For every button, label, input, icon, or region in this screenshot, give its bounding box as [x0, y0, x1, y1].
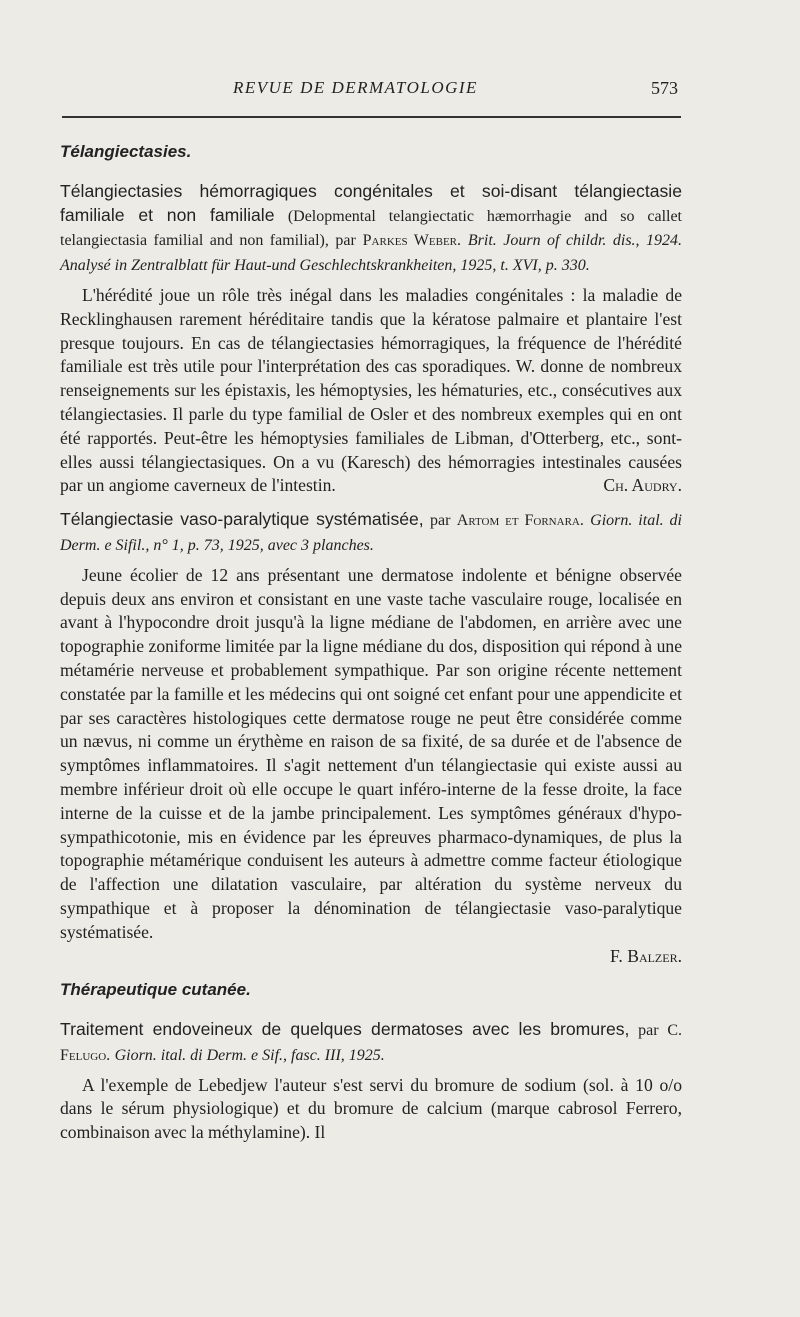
review-entry	[60, 1018, 682, 1145]
page-content	[60, 140, 682, 1155]
review-entry	[60, 180, 682, 498]
entry-reference: par	[638, 1022, 659, 1040]
entry-title: Télangiectasies hémorragiques congénitales et soi-disant télangiectasie familiale et non familiale	[60, 180, 682, 225]
header-rule	[62, 116, 681, 118]
entry-reference: (Delopmental telangiectatic hæmorrhagie and so callet telangiectasia familial and non familial), par	[60, 207, 683, 250]
entry-author: C. Felugo.	[60, 1022, 683, 1064]
entry-author: Artom et Fornara.	[456, 512, 584, 530]
page-number: 573	[651, 78, 678, 98]
running-head	[0, 78, 800, 102]
journal-title: REVUE DE DERMATOLOGIE	[233, 78, 478, 97]
entry-body: L'hérédité joue un rôle très inégal dans les maladies congénitales : la maladie de Recklinghausen rarement héréditaire tandis que la kératose palmaire et plantaire l'est presque toujours. En cas de télangiectasies hémorragiques, la fréquence de l'hérédité familiale est très utile pour l'interprétation des cas sporadiques. W. donne de nombreux renseignements sur les épistaxis, les hémoptysies, les hématuries, etc., consécutives aux télangiectasies. Il parle du type familial de Osler et des nombreux exemples qui en ont été rapportés. Peut-être les hémoptysies familiales de Libman, d'Otterberg, etc., sont-elles aussi télangiectasiques. On a vu (Karesch) des hémorragies intestinales causées par un angiome caverneux de l'intestin.	[60, 284, 682, 496]
entry-signature: Ch. Audry.	[603, 475, 682, 496]
section-heading-telangiectasies: Télangiectasies.	[60, 142, 192, 161]
entry-body: Jeune écolier de 12 ans présentant une dermatose indolente et bénigne observée depuis deux ans environ et consistant en une vaste tache vasculaire rouge, localisée en avant à l'hypocondre droit jusqu'à la ligne médiane de l'abdomen, en arrière avec une topographie zoniforme limitée par la ligne médiane du dos, disposition qui répond à une métamérie nerveuse et probablement sympathique. Par son origine récente nettement constatée par la famille et les médecins qui ont soigné cet enfant pour une appendicite et par ses caractères histologiques cette dermatose rouge ne peut être considérée comme un nævus, ni comme un érythème en raison de sa fixité, de sa durée et de l'absence de symptômes inflammatoires. Il s'agit nettement d'un télangiectasie qui existe aussi au membre inférieur droit où elle occupe le quart inféro-interne de la fesse droite, la face interne de la cuisse et de la jambe principalement. Les symptômes généraux d'hypo-sympathicotonie, mis en évidence par les épreuves pharmaco-dynamiques, de plus la topographie métamérique conduisent les auteurs à admettre comme facteur étiologique de l'affection une dilatation vasculaire, par altération du système nerveux du sympathique et à proposer la dénomination de télangiectasie vaso-paralytique systématisée.	[60, 564, 682, 942]
entry-header	[60, 180, 682, 278]
review-entry	[60, 508, 682, 968]
entry-reference: par	[430, 512, 451, 530]
entry-journal: Giorn. ital. di Derm. e Sifil., n° 1, p. 73, 1925, avec 3 planches.	[60, 512, 682, 554]
entry-body: A l'exemple de Lebedjew l'auteur s'est servi du bromure de sodium (sol. à 10 o/o dans le sérum physiologique) et du bromure de calcium (marque cabrosol Ferrero, combinaison avec la méthylamine). Il	[60, 1074, 682, 1143]
entry-title: Télangiectasie vaso-paralytique systématisée,	[60, 509, 424, 530]
entry-journal: Giorn. ital. di Derm. e Sif., fasc. III, 1925.	[114, 1046, 385, 1064]
entry-journal: Brit. Journ of childr. dis., 1924. Analysé in Zentralblatt für Haut-und Geschlechtskrankheiten, 1925, t. XVI, p. 330.	[60, 232, 683, 275]
section-heading-therapeutique: Thérapeutique cutanée.	[60, 980, 251, 1000]
entry-header	[60, 1018, 682, 1068]
entry-body-wrap	[60, 284, 682, 498]
entry-header	[60, 508, 682, 558]
entry-title: Traitement endoveineux de quelques dermatoses avec les bromures,	[60, 1019, 630, 1040]
entry-author: Parkes Weber.	[362, 232, 462, 250]
entry-signature: F. Balzer.	[610, 945, 682, 966]
